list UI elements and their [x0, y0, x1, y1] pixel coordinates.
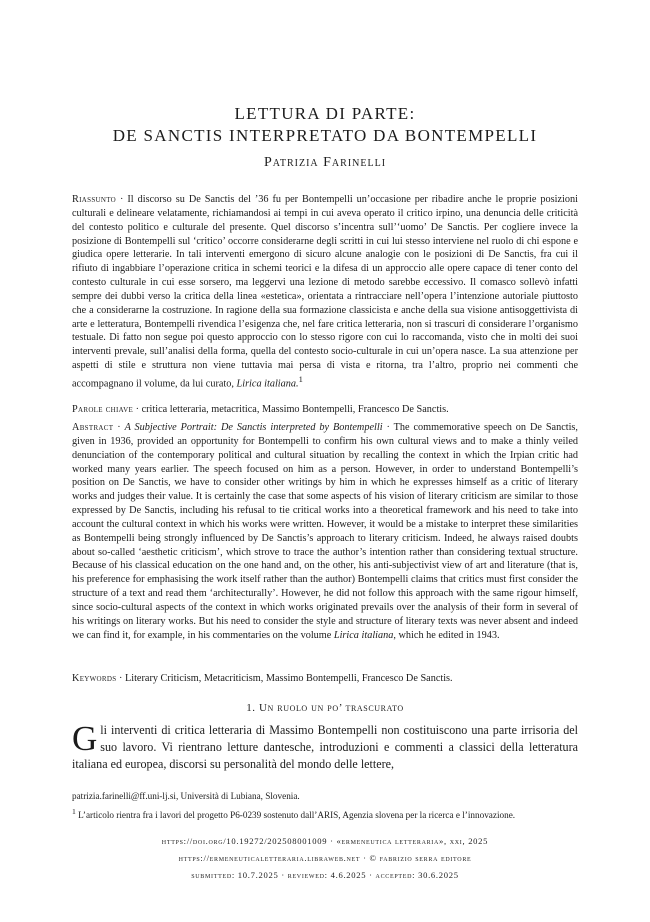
parole-chiave-label: Parole chiave	[72, 404, 134, 415]
keywords-text: Literary Criticism, Metacriticism, Massimo Bontempelli, Francesco De Sanctis.	[124, 673, 453, 684]
riassunto-paragraph: Riassunto · Il discorso su De Sanctis del ’36 fu per Bontempelli un’occasione per ribadire anche le proprie posizioni culturali e delineare velatamente, richiamandosi ai tempi in cui aveva operato il critico irpino, una denuncia delle criticità del contesto politico e culturale del presente. Quel discorso s’incentra sull’‘uomo’ De Sanctis. Per cogliere invece la posizione di Bontempelli sul ‘critico’ occorre considerarne degli scritti in cui lui stesso interviene nel ruolo di chi espone e giudica opere letterarie. In tali interventi emergono di sicuro alcune analogie con le posizioni di De Sanctis, fra cui il rifiuto di ingabbiare l’operazione critica in schemi teorici e la difesa di un approccio alle opere capace di tener conto del contesto culturale in cui esse sorsero, ma leggervi una lezione di metodo sarebbe eccessivo. Il comasco sollevò infatti sempre dei dubbi verso la critica della linea «estetica», orientata a rintracciare nell’opera l’intenzione autoriale piuttosto che a considerarne la costruzione. In ragione della sua formazione classicista e anche della sua visione antisoggettivista di arte e letteratura, Bontempelli rivendica l’esigenza che, nel fare critica letteraria, non si trascuri di considerare l’organismo testuale. Di fatto non segue poi questo approccio con lo stesso rigore con cui lo raccomanda, visto che in molti dei suoi interventi prevale, sull’analisi della forma, quella del contesto socio-culturale in cui un’opera nasce. La sua attenzione per aspetti di stile e struttura non viene tuttavia mai persa di vista e ritorna, tra l’altro, proprio nei commenti che accompagnano il volume, da lui curato, Lirica italiana.$^1$	[72, 194, 578, 390]
riassunto-label: Riassunto	[72, 194, 117, 205]
footnote-mark: 1	[72, 807, 76, 817]
affiliation: patrizia.farinelli@ff.uni-lj.si, Università di Lubiana, Slovenia.	[72, 791, 300, 801]
footnote-1	[72, 806, 578, 821]
footnote-ref[interactable]: 1	[298, 373, 303, 384]
footer-dates-line: submitted: 10.7.2025 · reviewed: 4.6.2025 · accepted: 30.6.2025	[191, 870, 459, 880]
body-text: li interventi di critica letteraria di Massimo Bontempelli non costituiscono una parte irrisoria del suo lavoro. Vi rientrano letture dantesche, introduzioni e commenti a classici della letteratura italiana ed europea, discorsi su personalità del mondo delle lettere,	[72, 723, 578, 771]
abstract-paragraph: Abstract · A Subjective Portrait: De Sanctis interpreted by Bontempelli · The commemorative speech on De Sanctis, given in 1936, provided an opportunity for Bontempelli to confirm his own cultural views and to make a thinly veiled denunciation of the contemporary political and cultural situation by recalling the context in which the Irpian critic had worked many years earlier. The speech focused on him as a person. However, in order to understand Bontempelli’s position on De Sanctis, we have to consider other writings by him in which he expresses himself as a critic of literary works and judges their value. It is certainly the case that some aspects of his vision of literary criticism are similar to those expressed by De Sanctis, including his refusal to tie critical works into a theoretical framework and his need to take into account the cultural context in which his works were written. However, it would be a mistake to interpret these similarities as Bontempelli being strongly influenced by De Sanctis’s approach to literary criticism. Indeed, he always raised doubts about so-called ‘aesthetic criticism’, which strove to trace the author’s intention rather than considering textual structure. Because of his classical education on the one hand and, on the other, his anti-subjectivist view of art and literature (that is, his preference for emphasising the work itself rather than the author) Bontempelli claims that critics must first consider the structure of a text and read them ‘architecturally’. However, he did not follow this approach with the same rigour himself, since socio-cultural aspects of the context in which works originated prevails over the analysis of their form in several of his writings on literary works. But his need to consider the style and structure of literary texts was never absent and indeed we can find it, for example, in his commentaries on the volume Lirica italiana, which he edited in 1943.	[72, 422, 578, 641]
abstract-text-end: , which he edited in 1943.	[393, 629, 500, 641]
keywords-paragraph: Keywords · Literary Criticism, Metacriticism, Massimo Bontempelli, Francesco De Sanctis.	[72, 673, 453, 684]
parole-chiave-text: critica letteraria, metacritica, Massimo Bontempelli, Francesco De Sanctis.	[141, 404, 449, 415]
footnote-text: L’articolo rientra fra i lavori del progetto P6-0239 sostenuto dall’ARIS, Agenzia slovena per la ricerca e l’innovazione.	[78, 810, 516, 821]
article-title-line-1: LETTURA DI PARTE:	[234, 104, 416, 123]
drop-cap: G	[72, 719, 98, 758]
section-heading: 1. Un ruolo un po’ trascurato	[246, 702, 404, 714]
abstract-italic-title: Lirica italiana	[333, 629, 394, 641]
footer-publisher-line: https://ermeneuticaletteraria.libraweb.net · © fabrizio serra editore	[178, 853, 472, 863]
abstract-text: The commemorative speech on De Sanctis, given in 1936, provided an opportunity for Bontempelli to confirm his own cultural views and to make a thinly veiled denunciation of the contemporary political and cultural situation by recalling the context in which the Irpian critic had worked many years earlier. The speech focused on him as a person. However, in order to understand Bontempelli’s position on De Sanctis, we have to consider other writings by him in which he expresses himself as a critic of literary works and judges their value. It is certainly the case that some aspects of his vision of literary criticism are similar to those expressed by De Sanctis, including his refusal to tie critical works into a theoretical framework and his need to take into account the cultural context in which his works were written. However, it would be a mistake to interpret these similarities as Bontempelli being strongly influenced by De Sanctis’s approach to literary criticism. Indeed, he always raised doubts about so-called ‘aesthetic criticism’, which strove to trace the author’s intention rather than considering textual structure. Because of his classical education on the one hand and, on the other, his anti-subjectivist view of art and literature (that is, his preference for emphasising the work itself rather than the author) Bontempelli claims that critics must first consider the structure of a text and read them ‘architecturally’. However, he did not follow this approach with the same rigour himself, since socio-cultural aspects of the context in which works originated prevails over the analysis of their form in several of his writings on literary works. But his need to consider the style and structure of literary texts was never absent and indeed we can find it, for example, in his commentaries on the volume	[72, 422, 578, 641]
abstract-title: A Subjective Portrait: De Sanctis interpreted by Bontempelli	[124, 422, 383, 433]
riassunto-italic-title: Lirica italiana.	[236, 378, 299, 390]
abstract-label: Abstract	[72, 422, 114, 433]
author-name: Patrizia Farinelli	[263, 155, 387, 170]
parole-chiave-paragraph: Parole chiave · critica letteraria, metacritica, Massimo Bontempelli, Francesco De Sanctis.	[72, 404, 449, 415]
footnotes	[72, 790, 578, 822]
keywords-label: Keywords	[72, 673, 117, 684]
riassunto-text: Il discorso su De Sanctis del ’36 fu per Bontempelli un’occasione per ribadire anche le proprie posizioni culturali e delineare velatamente, richiamandosi ai tempi in cui aveva operato il critico irpino, una denuncia delle criticità del contesto politico e culturale del presente. Quel discorso s’incentra sull’‘uomo’ De Sanctis. Per cogliere invece la posizione di Bontempelli sul ‘critico’ occorre considerarne degli scritti in cui lui stesso interviene nel ruolo di chi espone e giudica opere letterarie. In tali interventi emergono di sicuro alcune analogie con le posizioni di De Sanctis, fra cui il rifiuto di ingabbiare l’operazione critica in schemi teorici e la difesa di un approccio alle opere capace di tener conto del contesto culturale in cui esse sorsero, ma leggervi una lezione di metodo sarebbe eccessivo. Il comasco sollevò infatti sempre dei dubbi verso la critica della linea «estetica», orientata a rintracciare nell’opera l’intenzione autoriale piuttosto che a considerarne la costruzione. In ragione della sua formazione classicista e anche della sua visione antisoggettivista di arte e letteratura, Bontempelli rivendica l’esigenza che, nel fare critica letteraria, non si trascuri di considerare l’organismo testuale. Di fatto non segue poi questo approccio con lo stesso rigore con cui lo raccomanda, visto che in molti dei suoi interventi prevale, sull’analisi della forma, quella del contesto socio-culturale in cui un’opera nasce. La sua attenzione per aspetti di stile e struttura non viene tuttavia mai persa di vista e ritorna, tra l’altro, proprio nei commenti che accompagnano il volume, da lui curato,	[72, 194, 578, 390]
footer-doi-line: https://doi.org/10.19272/202508001009 · «ermeneutica letteraria», xxi, 2025	[161, 836, 489, 846]
article-title-line-2: DE SANCTIS INTERPRETATO DA BONTEMPELLI	[112, 126, 538, 145]
body-paragraph	[72, 719, 578, 773]
